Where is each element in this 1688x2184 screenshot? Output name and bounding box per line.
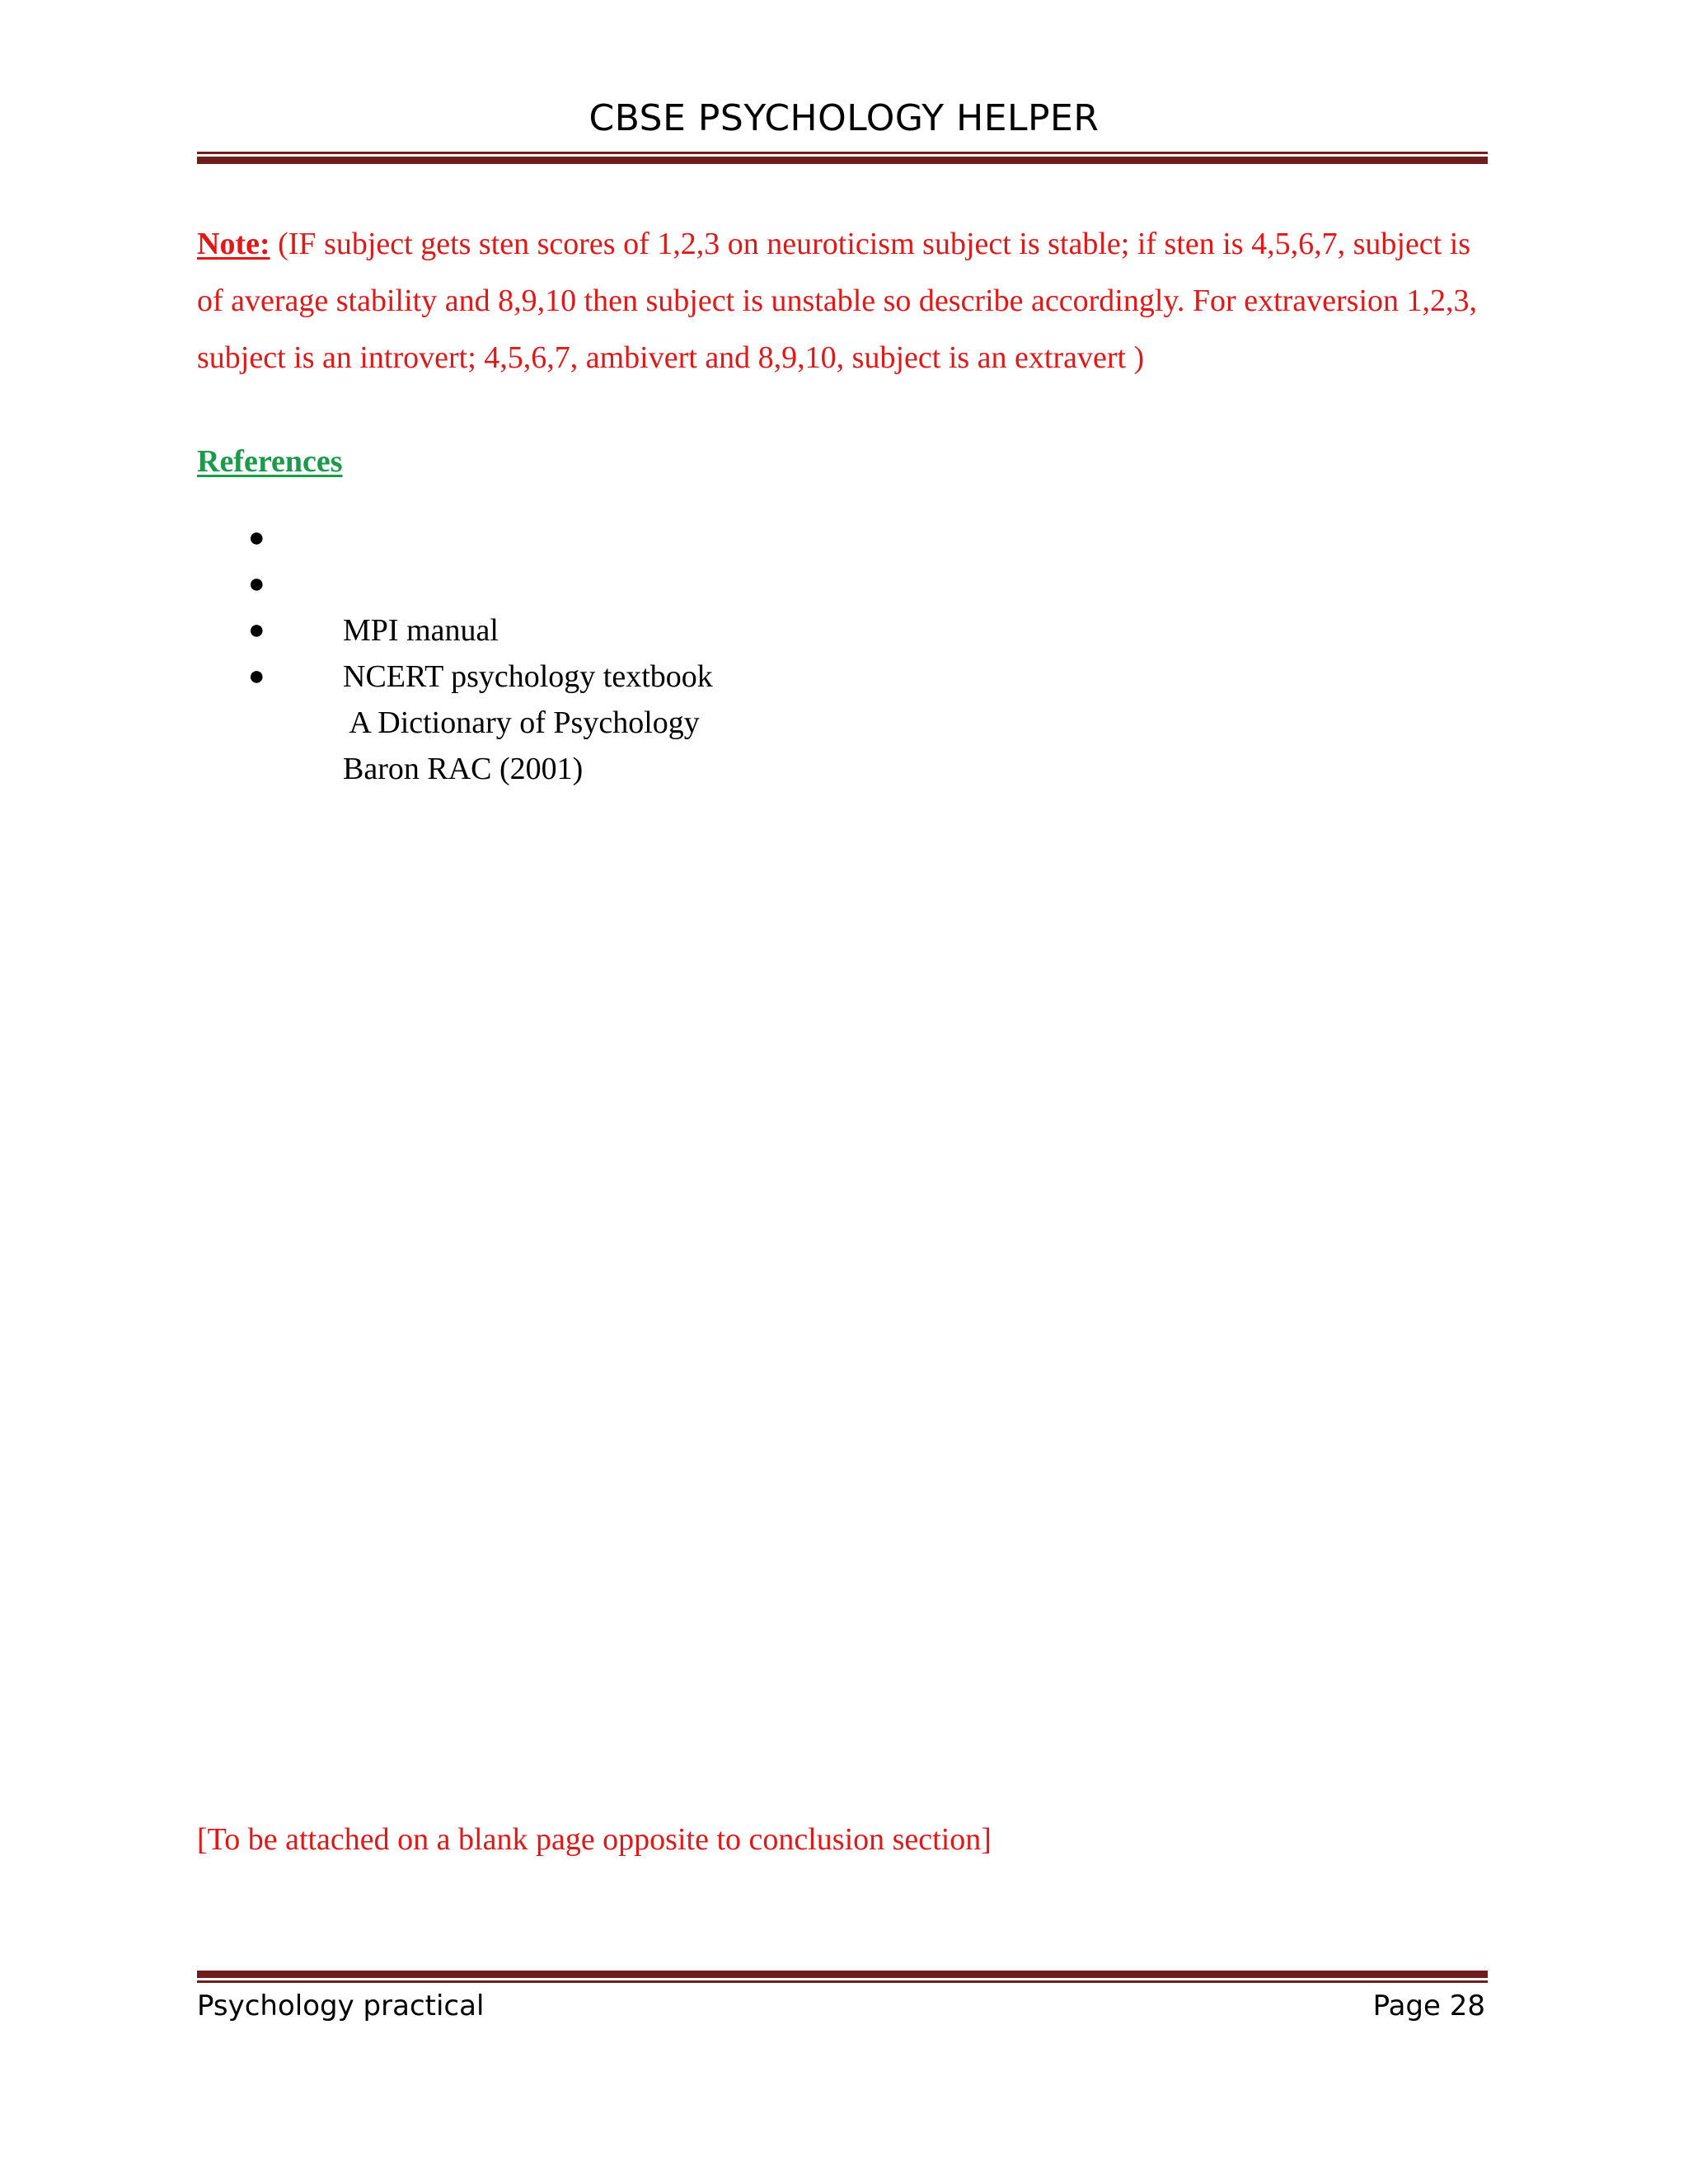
reference-text: Baron RAC (2001) [343, 752, 584, 786]
header-rule-thick [197, 157, 1488, 164]
note-paragraph [197, 216, 1491, 387]
list-item [197, 515, 713, 648]
page-number: Page 28 [1372, 1990, 1485, 2022]
note-label: Note: [197, 227, 270, 261]
page-header-title: CBSE PSYCHOLOGY HELPER [588, 97, 1100, 139]
bullet-icon: ● [248, 523, 265, 553]
header-rule-thin [197, 152, 1488, 154]
note-text: (IF subject gets sten scores of 1,2,3 on neuroticism subject is stable; if sten is 4,5,6,7, subject is of average stability and 8,9,10 then subject is unstable so describe accordingly. For extraversion 1,2,3, subject is an introvert; 4,5,6,7, ambivert and 8,9,10, subject is an extravert ) [197, 227, 1478, 375]
bullet-icon: ● [248, 569, 265, 599]
bullet-icon: ● [248, 615, 265, 645]
footer-left-text: Psychology practical [197, 1990, 485, 2022]
footer-rule-thick [197, 1971, 1488, 1978]
reference-text: A Dictionary of Psychology [343, 705, 700, 740]
references-heading: References [197, 444, 343, 479]
bullet-icon: ● [248, 661, 265, 691]
references-list [197, 515, 713, 786]
attach-instruction: [To be attached on a blank page opposite to conclusion section] [197, 1822, 992, 1857]
footer-rule-thin [197, 1980, 1488, 1983]
reference-text: MPI manual [343, 613, 499, 648]
reference-text: NCERT psychology textbook [343, 659, 713, 694]
